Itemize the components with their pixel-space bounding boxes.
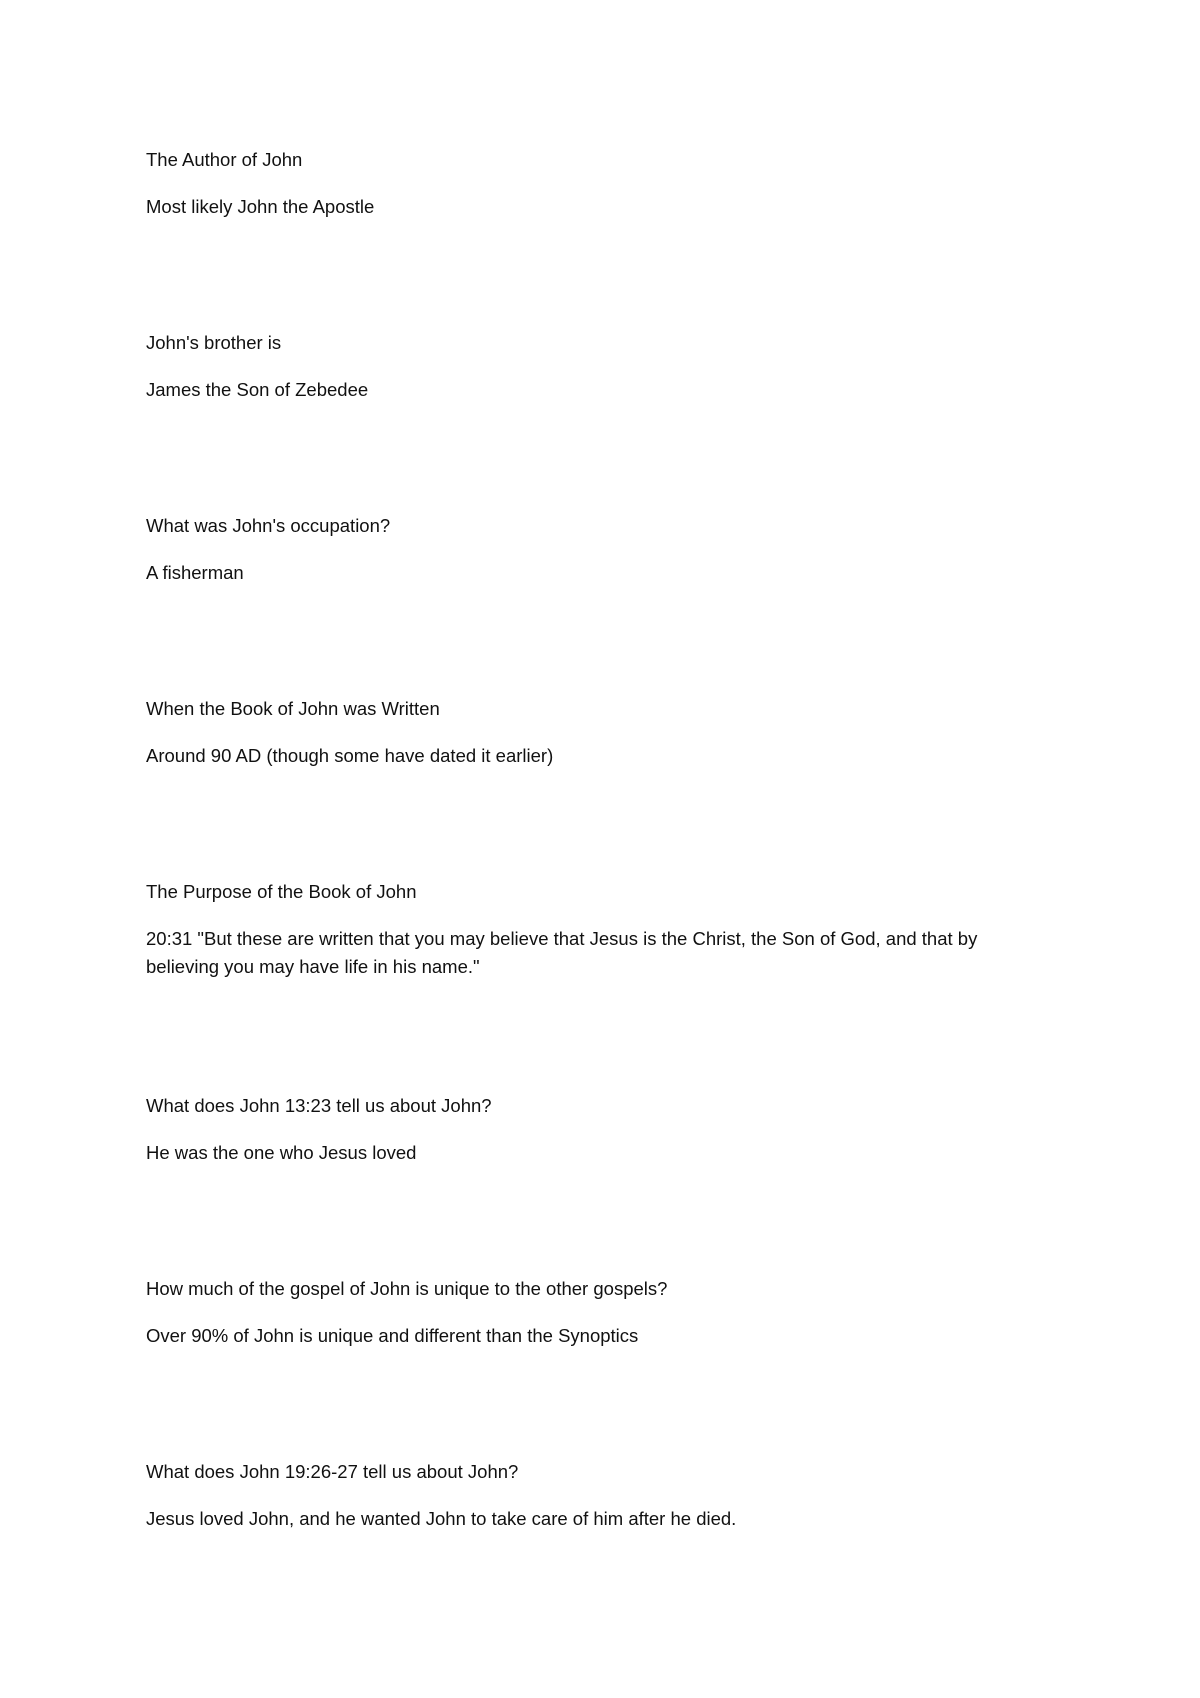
question-text: What was John's occupation? <box>146 515 391 536</box>
qa-block <box>146 878 1046 981</box>
qa-block <box>146 146 1046 221</box>
answer-text: 20:31 "But these are written that you may believe that Jesus is the Christ, the Son of God, and that by believing you may have life in his name." <box>146 928 978 977</box>
qa-block <box>146 1275 1046 1350</box>
question-text: John's brother is <box>146 332 282 353</box>
answer-text: Most likely John the Apostle <box>146 196 375 217</box>
answer-text: Jesus loved John, and he wanted John to take care of him after he died. <box>146 1508 737 1529</box>
qa-block <box>146 512 1046 587</box>
answer-text: Around 90 AD (though some have dated it earlier) <box>146 745 554 766</box>
qa-block <box>146 695 1046 770</box>
answer-text: Over 90% of John is unique and different than the Synoptics <box>146 1325 639 1346</box>
answer-text: A fisherman <box>146 562 244 583</box>
question-text: The Purpose of the Book of John <box>146 881 417 902</box>
question-text: How much of the gospel of John is unique to the other gospels? <box>146 1278 668 1299</box>
answer-text: James the Son of Zebedee <box>146 379 369 400</box>
question-text: What does John 13:23 tell us about John? <box>146 1095 492 1116</box>
qa-block <box>146 1458 1046 1533</box>
qa-block <box>146 329 1046 404</box>
question-text: When the Book of John was Written <box>146 698 440 719</box>
answer-text: He was the one who Jesus loved <box>146 1142 417 1163</box>
qa-block <box>146 1092 1046 1167</box>
question-text: What does John 19:26-27 tell us about John? <box>146 1461 519 1482</box>
question-text: The Author of John <box>146 149 303 170</box>
